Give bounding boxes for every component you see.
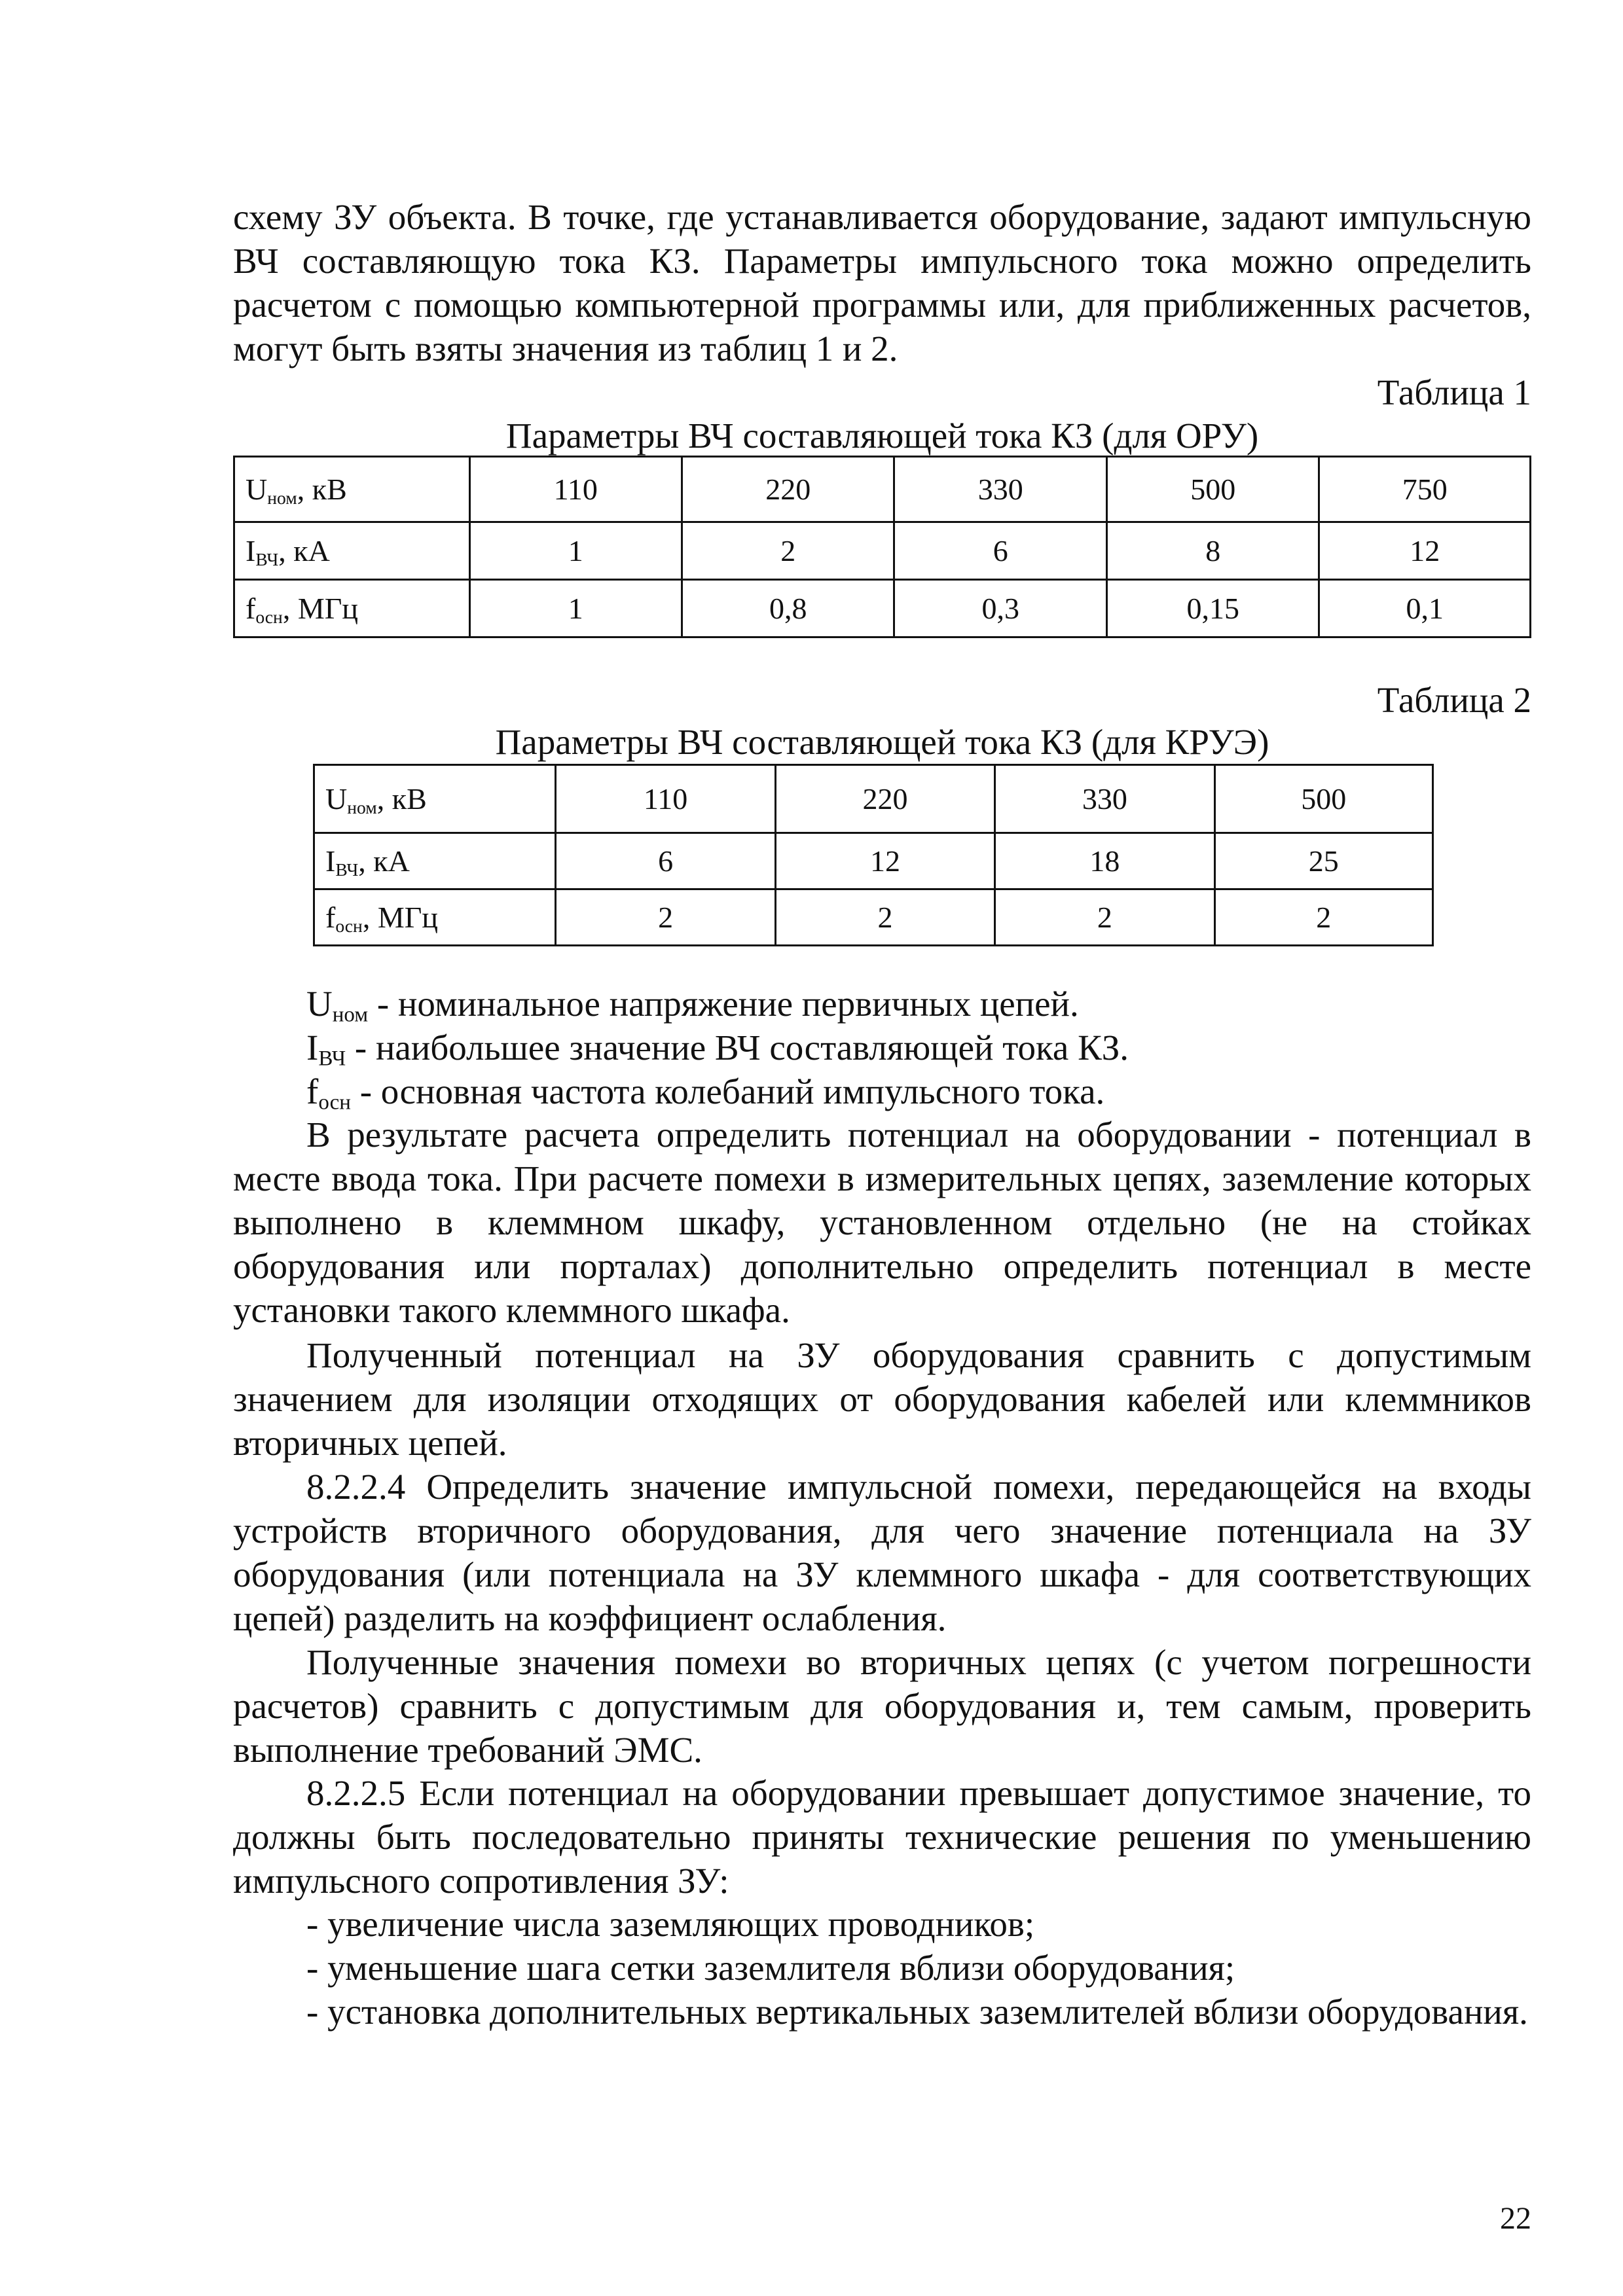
table-cell: 18	[995, 833, 1214, 889]
row-header	[314, 833, 556, 889]
unit: , кВ	[297, 473, 347, 506]
paragraph-8-2-2-4: 8.2.2.4 Определить значение импульсной помехи, передающейся на входы устройств вторичного оборудования, для чего значение потенциала на ЗУ оборудования (или потенциала на ЗУ клеммного шкафа - для соответствующих цепей) разделить на коэффициент ослабления.	[233, 1467, 1531, 1638]
paragraph-8-2-2-5: 8.2.2.5 Если потенциал на оборудовании превышает допустимое значение, то должны быть последовательно приняты технические решения по уменьшению импульсного сопротивления ЗУ:	[233, 1773, 1531, 1901]
unit: , кА	[358, 844, 410, 878]
symbol: I	[325, 844, 336, 878]
table-row	[234, 580, 1531, 637]
symbol-subscript: осн	[255, 606, 283, 627]
unit: , МГц	[282, 592, 358, 625]
symbol-subscript: ВЧ	[335, 859, 359, 880]
table-cell: 2	[682, 522, 894, 580]
table-cell: 0,3	[894, 580, 1106, 637]
table1-title: Параметры ВЧ составляющей тока КЗ (для ОРУ)	[505, 416, 1259, 456]
symbol: U	[325, 782, 348, 816]
list-item: - увеличение числа заземляющих проводников;	[306, 1904, 1035, 1944]
table-cell: 330	[894, 457, 1106, 522]
table-row	[234, 522, 1531, 580]
table1-label: Таблица 1	[1377, 372, 1531, 412]
table-cell: 110	[469, 457, 682, 522]
table-cell: 12	[775, 833, 994, 889]
row-header	[234, 522, 470, 580]
paragraph-compare: Полученный потенциал на ЗУ оборудования сравнить с допустимым значением для изоляции отходящих от оборудования кабелей или клеммников вторичных цепей.	[233, 1335, 1531, 1463]
table-cell: 220	[682, 457, 894, 522]
row-header	[234, 457, 470, 522]
table-cell: 25	[1214, 833, 1432, 889]
table-cell: 8	[1106, 522, 1319, 580]
table-cell: 2	[1214, 889, 1432, 946]
table-cell: 110	[556, 765, 775, 833]
table-row	[314, 765, 1433, 833]
definition-line: $U_{ном}$ - номинальное напряжение первичных цепей.	[306, 984, 1079, 1027]
symbol-subscript: осн	[335, 915, 363, 936]
symbol-subscript: ВЧ	[255, 548, 279, 569]
symbol-subscript: ном	[267, 487, 297, 508]
table-cell: 500	[1214, 765, 1432, 833]
table-row	[314, 889, 1433, 946]
table-cell: 750	[1319, 457, 1531, 522]
intro-paragraph: схему ЗУ объекта. В точке, где устанавливается оборудование, задают импульсную ВЧ составляющую тока КЗ. Параметры импульсного тока можно определить расчетом с помощью компьютерной программы или, для приближенных расчетов, могут быть взяты значения из таблиц 1 и 2.	[233, 197, 1531, 368]
table-cell: 2	[775, 889, 994, 946]
table-cell: 0,8	[682, 580, 894, 637]
row-header	[314, 889, 556, 946]
paragraph-results: Полученные значения помехи во вторичных цепях (с учетом погрешности расчетов) сравнить с допустимым для оборудования и, тем самым, проверить выполнение требований ЭМС.	[233, 1642, 1531, 1770]
symbol: U	[246, 473, 268, 506]
table-cell: 6	[556, 833, 775, 889]
page-number: 22	[1500, 2201, 1531, 2236]
unit: , кВ	[376, 782, 427, 816]
paragraph-potential: В результате расчета определить потенциал на оборудовании - потенциал в месте ввода тока. При расчете помехи в измерительных цепях, заземление которых выполнено в клеммном шкафу, установленном отдельно (не на стойках оборудования или порталах) дополнительно определить потенциал в месте установки такого клеммного шкафа.	[233, 1115, 1531, 1330]
table-row	[314, 833, 1433, 889]
table-cell: 6	[894, 522, 1106, 580]
table-cell: 0,1	[1319, 580, 1531, 637]
definition-line: $I_{ВЧ}$ - наибольшее значение ВЧ составляющей тока КЗ.	[306, 1028, 1129, 1071]
table-cell: 2	[995, 889, 1214, 946]
definition-line: $f_{осн}$ - основная частота колебаний импульсного тока.	[306, 1071, 1105, 1115]
list-item: - установка дополнительных вертикальных заземлителей вблизи оборудования.	[306, 1992, 1528, 2032]
table-cell: 0,15	[1106, 580, 1319, 637]
table-row	[234, 457, 1531, 522]
table-cell: 12	[1319, 522, 1531, 580]
table1	[233, 456, 1531, 638]
table-cell: 1	[469, 522, 682, 580]
unit: , МГц	[362, 901, 438, 934]
row-header	[314, 765, 556, 833]
table-cell: 500	[1106, 457, 1319, 522]
unit: , кА	[278, 534, 330, 567]
table2	[313, 764, 1434, 946]
table-cell: 220	[775, 765, 994, 833]
table-cell: 2	[556, 889, 775, 946]
symbol-subscript: ном	[347, 797, 377, 817]
list-item: - уменьшение шага сетки заземлителя вблизи оборудования;	[306, 1948, 1235, 1988]
row-header	[234, 580, 470, 637]
table2-title: Параметры ВЧ составляющей тока КЗ (для КРУЭ)	[495, 722, 1269, 762]
symbol: I	[246, 534, 256, 567]
symbol: f	[325, 901, 336, 934]
table2-label: Таблица 2	[1377, 680, 1531, 720]
table-cell: 1	[469, 580, 682, 637]
symbol: f	[246, 592, 256, 625]
table-cell: 330	[995, 765, 1214, 833]
